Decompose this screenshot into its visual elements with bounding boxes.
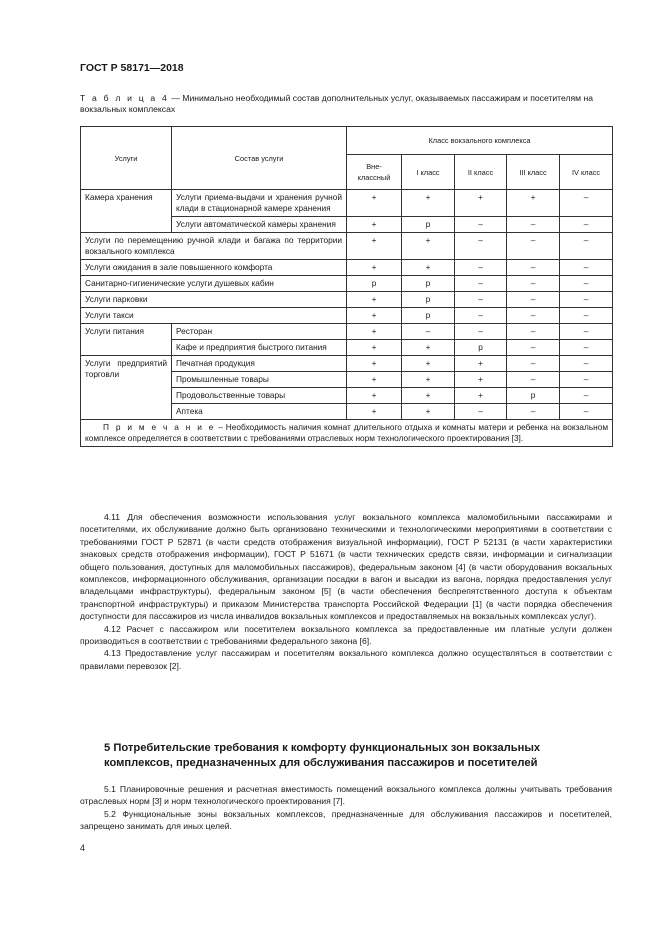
value-cell: –	[560, 372, 613, 388]
service-cell: Услуги питания	[81, 324, 172, 356]
section-5-title: 5 Потребительские требования к комфорту функциональных зон вокзальных комплексов, предназначенных для обслуживания пассажиров и посетителей	[104, 742, 541, 769]
value-cell: +	[402, 260, 455, 276]
value-cell: +	[455, 190, 507, 217]
table-row	[81, 324, 613, 340]
table-note-label: П р и м е ч а н и е	[103, 422, 216, 432]
value-cell: –	[402, 324, 455, 340]
value-cell: +	[402, 388, 455, 404]
service-cell: Услуги предприятий торговли	[81, 356, 172, 420]
paragraph-5-1: 5.1 Планировочные решения и расчетная вместимость помещений вокзального комплекса должны учитывать требования отраслевых норм [3] и норм технологического проектирования [7].	[80, 784, 612, 807]
paragraph-4-12: 4.12 Расчет с пассажиром или посетителем вокзального комплекса за предоставленные им платные услуги должен производиться в соответствии с требованиями федерального закона [6].	[80, 623, 612, 647]
table-note	[81, 420, 613, 447]
value-cell: р	[402, 308, 455, 324]
service-cell: Услуги по перемещению ручной клади и багажа по территории вокзального комплекса	[81, 233, 347, 260]
value-cell: –	[455, 404, 507, 420]
paragraph-4-11: 4.11 Для обеспечения возможности использования услуг вокзального комплекса маломобильными пассажирами и посетителями, их обслуживание должно быть организовано техническими и технологическими мероприятиями в соответствии с требованиями ГОСТ Р 52871 (в части средств отображения визуальной информации), ГОСТ Р 52131 (в части характеристики знаковых средств отображения информации), ГОСТ Р 51671 (в части технических средств связи, информации и сигнализации общего пользования, доступных для маломобильных пассажиров), федеральным законом [4] (в части оборудования вокзальных комплексов, информационного обслуживания, организации посадки в вагон и высадки из вагона, порядка предоставления услуг владельцами инфраструктуры), федеральным законом [5] (в части обеспечения беспрепятственного доступа к объектам транспортной инфраструктуры) и приказом Министерства транспорта Российской Федерации [1] (в части порядка обеспечения доступности для пассажиров из числа инвалидов вокзальных комплексов и предоставляемых на вокзальных комплексах услуг).	[80, 512, 612, 622]
value-cell: –	[560, 308, 613, 324]
value-cell: +	[455, 372, 507, 388]
value-cell: –	[507, 340, 560, 356]
table-header-row	[81, 127, 613, 155]
value-cell: –	[455, 233, 507, 260]
value-cell: –	[507, 356, 560, 372]
col-header-composition: Состав услуги	[172, 127, 347, 190]
value-cell: р	[455, 340, 507, 356]
value-cell: р	[402, 217, 455, 233]
paragraph-4-13: 4.13 Предоставление услуг пассажирам и посетителям вокзального комплекса должно осуществляться в соответствии с правилами перевозок [2].	[80, 648, 612, 671]
page-number: 4	[80, 843, 86, 853]
table-row	[81, 356, 613, 372]
table-note-row	[81, 420, 613, 447]
value-cell: –	[507, 217, 560, 233]
value-cell: –	[560, 260, 613, 276]
composition-cell: Кафе и предприятия быстрого питания	[172, 340, 347, 356]
value-cell: +	[347, 217, 402, 233]
composition-cell: Ресторан	[172, 324, 347, 340]
value-cell: +	[455, 388, 507, 404]
paragraph-5-2: 5.2 Функциональные зоны вокзальных комплексов, предназначенные для обслуживания пассажиров и посетителей, запрещено занимать для иных целей.	[80, 808, 612, 832]
value-cell: –	[560, 388, 613, 404]
composition-cell: Аптека	[172, 404, 347, 420]
table-row	[81, 276, 613, 292]
value-cell: +	[402, 356, 455, 372]
value-cell: +	[347, 190, 402, 217]
document-header: ГОСТ Р 58171—2018	[80, 62, 184, 74]
table-caption-text: — Минимально необходимый состав дополнительных услуг, оказываемых пассажирам и посетителям на вокзальных комплексах	[80, 93, 594, 114]
value-cell: –	[560, 233, 613, 260]
value-cell: –	[560, 276, 613, 292]
value-cell: –	[507, 233, 560, 260]
service-cell: Услуги парковки	[81, 292, 347, 308]
col-header-class-4: IV класс	[560, 155, 613, 190]
value-cell: –	[560, 190, 613, 217]
service-cell: Услуги такси	[81, 308, 347, 324]
value-cell: +	[347, 340, 402, 356]
value-cell: –	[507, 308, 560, 324]
col-header-class-outside: Вне- классный	[347, 155, 402, 190]
composition-cell: Продовольственные товары	[172, 388, 347, 404]
value-cell: +	[347, 388, 402, 404]
table-note-text: – Необходимость наличия комнат длительного отдыха и комнаты матери и ребенка на вокзальном комплексе определяется в соответствии с требованиями отраслевых норм технологического проектирования [3].	[85, 422, 609, 443]
value-cell: –	[507, 324, 560, 340]
value-cell: +	[402, 340, 455, 356]
value-cell: +	[507, 190, 560, 217]
value-cell: +	[347, 308, 402, 324]
col-header-class-1: I класс	[402, 155, 455, 190]
value-cell: –	[560, 324, 613, 340]
service-cell: Санитарно-гигиенические услуги душевых кабин	[81, 276, 347, 292]
col-header-services: Услуги	[81, 127, 172, 190]
table-caption-label: Т а б л и ц а 4	[80, 93, 169, 103]
value-cell: +	[347, 233, 402, 260]
value-cell: –	[507, 276, 560, 292]
composition-cell: Промышленные товары	[172, 372, 347, 388]
value-cell: –	[455, 276, 507, 292]
composition-cell: Печатная продукция	[172, 356, 347, 372]
value-cell: +	[347, 356, 402, 372]
table-row	[81, 292, 613, 308]
value-cell: –	[507, 404, 560, 420]
col-header-class-2: II класс	[455, 155, 507, 190]
value-cell: +	[347, 260, 402, 276]
section-5-paragraphs	[80, 783, 612, 833]
value-cell: –	[455, 217, 507, 233]
service-cell: Камера хранения	[81, 190, 172, 233]
value-cell: +	[347, 324, 402, 340]
table-row	[81, 190, 613, 217]
value-cell: –	[507, 292, 560, 308]
table-caption	[80, 93, 612, 115]
value-cell: +	[455, 356, 507, 372]
table-row	[81, 260, 613, 276]
composition-cell: Услуги автоматической камеры хранения	[172, 217, 347, 233]
value-cell: –	[507, 260, 560, 276]
value-cell: +	[347, 292, 402, 308]
value-cell: +	[347, 372, 402, 388]
service-cell: Услуги ожидания в зале повышенного комфорта	[81, 260, 347, 276]
col-header-class-3: III класс	[507, 155, 560, 190]
composition-cell: Услуги приема-выдачи и хранения ручной клади в стационарной камере хранения	[172, 190, 347, 217]
value-cell: –	[560, 292, 613, 308]
value-cell: +	[402, 233, 455, 260]
value-cell: –	[455, 308, 507, 324]
value-cell: р	[507, 388, 560, 404]
value-cell: +	[402, 190, 455, 217]
value-cell: –	[560, 217, 613, 233]
value-cell: –	[560, 404, 613, 420]
value-cell: р	[402, 292, 455, 308]
col-header-class-group: Класс вокзального комплекса	[347, 127, 613, 155]
value-cell: +	[402, 404, 455, 420]
services-table	[80, 126, 613, 447]
value-cell: –	[560, 356, 613, 372]
value-cell: –	[455, 292, 507, 308]
table-row	[81, 233, 613, 260]
value-cell: р	[402, 276, 455, 292]
value-cell: –	[507, 372, 560, 388]
value-cell: +	[347, 404, 402, 420]
section-4-paragraphs	[80, 511, 612, 672]
value-cell: –	[560, 340, 613, 356]
value-cell: +	[402, 372, 455, 388]
value-cell: –	[455, 324, 507, 340]
value-cell: р	[347, 276, 402, 292]
table-row	[81, 308, 613, 324]
value-cell: –	[455, 260, 507, 276]
